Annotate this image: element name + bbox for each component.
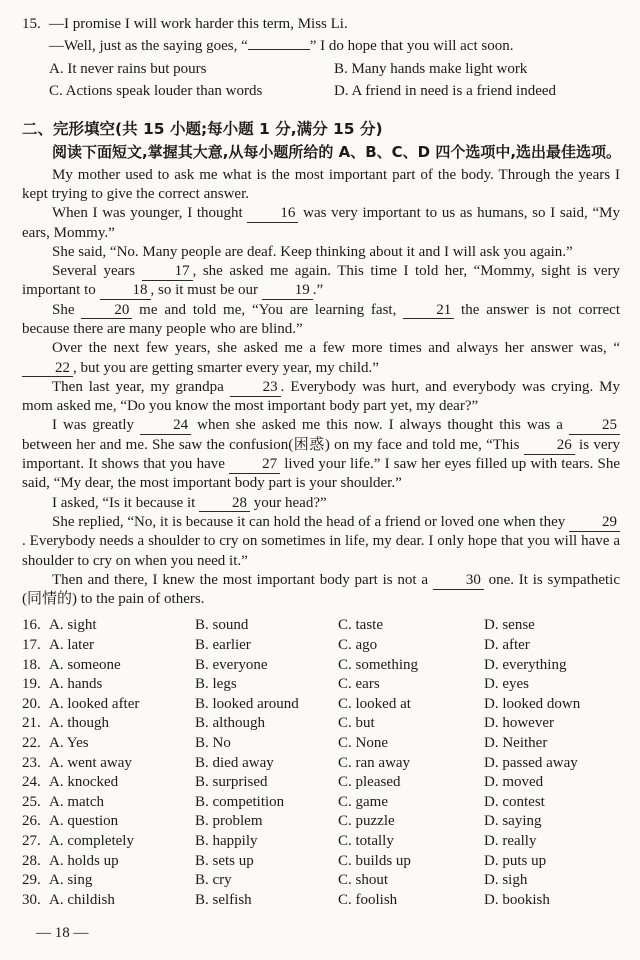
option-A: A. sing (49, 872, 93, 889)
option-A: A. looked after (49, 695, 140, 712)
option-D: D. bookish (484, 891, 550, 908)
option-row-30 (22, 891, 620, 911)
option-row-19 (22, 675, 620, 695)
option-row-number: 30. (22, 891, 41, 908)
option-C: C. ran away (338, 754, 411, 771)
question-15-line: —Well, just as the saying goes, “ ” I do hope that you will act soon. (49, 38, 514, 55)
option-row-number: 23. (22, 754, 41, 771)
option-A: A. knocked (49, 774, 119, 791)
question-15-option: A. It never rains but pours (49, 60, 207, 77)
option-row-25 (22, 793, 620, 813)
answer-blank-line (248, 49, 310, 50)
option-row-number: 18. (22, 656, 41, 673)
option-D: D. after (484, 637, 530, 654)
option-row-23 (22, 754, 620, 774)
cloze-blank-23: 23 (230, 380, 281, 397)
option-row-27 (22, 832, 620, 852)
option-C: C. totally (338, 832, 394, 849)
cloze-blank-24: 24 (140, 418, 191, 435)
option-D: D. moved (484, 774, 544, 791)
option-row-28 (22, 852, 620, 872)
cloze-blank-17: 17 (142, 264, 193, 281)
option-C: C. ears (338, 676, 380, 693)
option-B: B. surprised (195, 774, 268, 791)
option-D: D. puts up (484, 852, 547, 869)
option-B: B. although (195, 715, 265, 732)
option-row-18 (22, 656, 620, 676)
passage-paragraph: I asked, “Is it because it 28 your head?” (52, 494, 327, 511)
option-A: A. holds up (49, 852, 119, 869)
option-B: B. died away (195, 754, 274, 771)
option-C: C. game (338, 793, 388, 810)
passage-paragraph: Several years 17 , she asked me again. This time I told her, “Mommy, sight is very important to 18 , so it must be our 19 .” (22, 263, 620, 299)
option-row-number: 25. (22, 793, 41, 810)
option-C: C. None (338, 735, 388, 752)
passage-paragraph: I was greatly 24 when she asked me this now. I always thought this was a 25 between her and me. She saw the confusion(困惑) on my face and told me, “This 26 is very important. It shows that you have 27 lived your life.” I saw her eyes filled up with tears. She said, “My dear, the most important body part is your shoulder.” (22, 417, 620, 492)
option-row-24 (22, 773, 620, 793)
option-row-number: 29. (22, 872, 41, 889)
option-row-16 (22, 616, 620, 636)
cloze-blank-30: 30 (433, 573, 484, 590)
option-A: A. match (49, 793, 104, 810)
option-C: C. ago (338, 637, 378, 654)
option-B: B. earlier (195, 637, 251, 654)
option-B: B. competition (195, 793, 285, 810)
option-A: A. sight (49, 617, 97, 634)
passage-paragraph: When I was younger, I thought 16 was very important to us as humans, so I said, “My ears, Mommy.” (22, 205, 620, 241)
cloze-blank-22: 22 (22, 361, 73, 378)
question-15-number: 15. (22, 16, 41, 32)
option-C: C. taste (338, 617, 383, 634)
cloze-options-table (22, 616, 620, 910)
option-A: A. hands (49, 676, 103, 693)
option-row-number: 24. (22, 774, 41, 791)
option-B: B. cry (195, 872, 232, 889)
option-D: D. Neither (484, 735, 548, 752)
option-B: B. selfish (195, 891, 252, 908)
question-15-body (49, 13, 620, 103)
option-B: B. everyone (195, 656, 268, 673)
option-C: C. something (338, 656, 419, 673)
option-D: D. however (484, 715, 554, 732)
option-row-number: 26. (22, 813, 41, 830)
option-B: B. looked around (195, 695, 299, 712)
option-row-number: 16. (22, 617, 41, 634)
option-D: D. sense (484, 617, 535, 634)
option-row-26 (22, 812, 620, 832)
option-B: B. happily (195, 832, 258, 849)
option-D: D. passed away (484, 754, 578, 771)
option-A: A. childish (49, 891, 115, 908)
section-title: 二、完形填空(共 15 小题;每小题 1 分,满分 15 分) (22, 119, 383, 138)
option-row-17 (22, 636, 620, 656)
option-C: C. puzzle (338, 813, 395, 830)
option-C: C. pleased (338, 774, 401, 791)
option-row-number: 21. (22, 715, 41, 732)
option-B: B. legs (195, 676, 237, 693)
cloze-blank-20: 20 (81, 303, 132, 320)
cloze-blank-27: 27 (229, 457, 280, 474)
option-D: D. sigh (484, 872, 528, 889)
passage-paragraph: She said, “No. Many people are deaf. Keep thinking about it and I will ask you again.” (52, 243, 573, 260)
cloze-blank-16: 16 (247, 206, 298, 223)
option-A: A. later (49, 637, 94, 654)
question-15 (22, 13, 620, 103)
question-15-option: C. Actions speak louder than words (49, 83, 263, 100)
option-C: C. shout (338, 872, 389, 889)
option-D: D. everything (484, 656, 567, 673)
cloze-blank-19: 19 (262, 283, 313, 300)
option-B: B. No (195, 735, 231, 752)
option-row-number: 17. (22, 637, 41, 654)
question-15-line: —I promise I will work harder this term, Miss Li. (49, 16, 348, 32)
passage-paragraph: She replied, “No, it is because it can hold the head of a friend or loved one when they 29. Everybody needs a shoulder to cry on sometimes in life, my dear. I only hope that you will have a shoulder to cry on when you need it.” (22, 513, 620, 569)
option-row-number: 22. (22, 735, 41, 752)
option-A: A. completely (49, 832, 134, 849)
option-C: C. but (338, 715, 375, 732)
option-D: D. looked down (484, 695, 581, 712)
option-row-number: 20. (22, 695, 41, 712)
cloze-blank-18: 18 (100, 283, 151, 300)
option-row-number: 19. (22, 676, 41, 693)
passage-paragraph: Then and there, I knew the most important body part is not a 30 one. It is sympathetic (同情的) to the pain of others. (22, 571, 620, 608)
question-15-text (49, 13, 620, 58)
option-row-20 (22, 695, 620, 715)
option-B: B. sets up (195, 852, 254, 869)
option-C: C. foolish (338, 891, 398, 908)
cloze-passage (22, 166, 620, 610)
option-A: A. someone (49, 656, 121, 673)
cloze-blank-21: 21 (403, 303, 454, 320)
cloze-blank-29: 29 (569, 515, 620, 532)
option-A: A. though (49, 715, 109, 732)
option-A: A. went away (49, 754, 132, 771)
option-B: B. sound (195, 617, 249, 634)
passage-paragraph: Over the next few years, she asked me a few more times and always her answer was, “22 , but you are getting smarter every year, my child.” (22, 339, 620, 378)
section-instruction: 阅读下面短文,掌握其大意,从每小题所给的 A、B、C、D 四个选项中,选出最佳选项。 (52, 142, 622, 161)
option-row-21 (22, 714, 620, 734)
question-15-option: B. Many hands make light work (334, 60, 528, 77)
option-row-number: 28. (22, 852, 41, 869)
option-D: D. really (484, 832, 537, 849)
option-A: A. Yes (49, 735, 89, 752)
option-A: A. question (49, 813, 119, 830)
option-B: B. problem (195, 813, 263, 830)
question-15-option: D. A friend in need is a friend indeed (334, 83, 557, 100)
cloze-blank-26: 26 (524, 438, 575, 455)
page-number: — 18 — (36, 925, 89, 942)
question-15-options (49, 58, 620, 103)
option-row-29 (22, 871, 620, 891)
passage-paragraph: Then last year, my grandpa 23 . Everybody was hurt, and everybody was crying. My mom asked me, “Do you know the most important body part yet, my dear?” (22, 378, 620, 415)
option-D: D. saying (484, 813, 542, 830)
option-row-22 (22, 734, 620, 754)
passage-paragraph: My mother used to ask me what is the most important part of the body. Through the years I kept trying to give the correct answer. (22, 166, 620, 202)
option-row-number: 27. (22, 832, 41, 849)
cloze-blank-25: 25 (569, 418, 620, 435)
option-D: D. eyes (484, 676, 529, 693)
passage-paragraph: She 20 me and told me, “You are learning fast, 21 the answer is not correct because there are many people who are blind.” (22, 301, 621, 337)
cloze-blank-28: 28 (199, 496, 250, 513)
option-D: D. contest (484, 793, 545, 810)
option-C: C. looked at (338, 695, 411, 712)
option-C: C. builds up (338, 852, 411, 869)
